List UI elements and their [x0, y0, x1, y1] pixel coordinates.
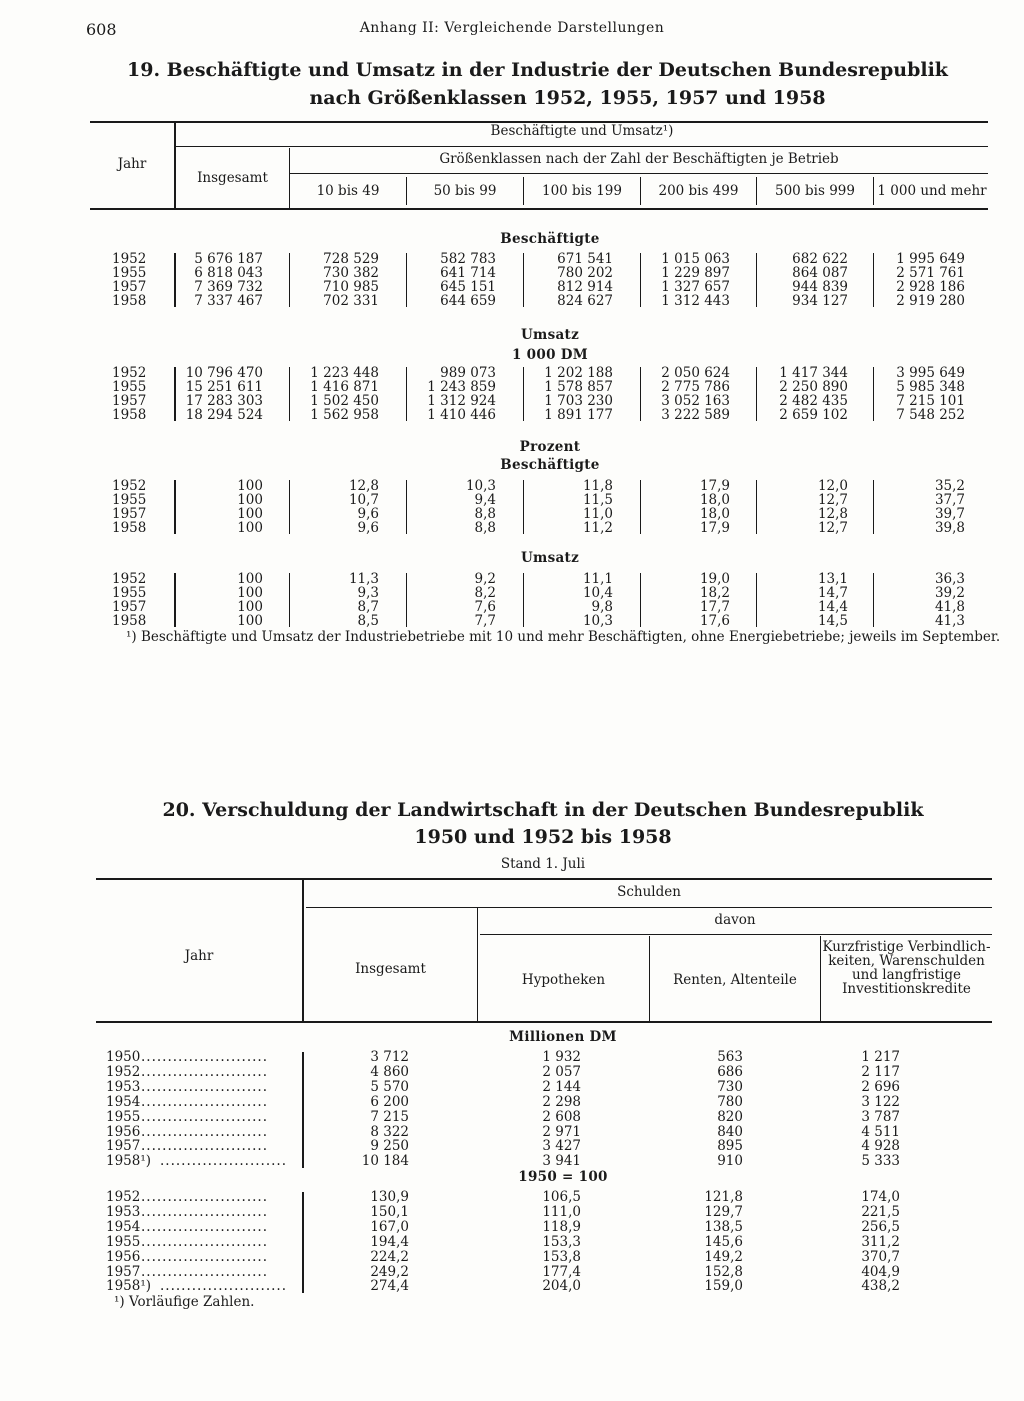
table-row	[0, 408, 1024, 422]
table20-title-line1: 20. Verschuldung der Landwirtschaft in der Deutschen Bundesrepublik	[162, 799, 924, 821]
value-cell: 13,1	[817, 571, 848, 587]
value-cell: 152,8	[704, 1264, 743, 1280]
running-header: Anhang II: Vergleichende Darstellungen	[359, 20, 665, 36]
year-cell: 1956	[106, 1249, 141, 1265]
value-cell: 671 541	[557, 251, 613, 267]
value-cell: 728 529	[323, 251, 379, 267]
value-cell: 121,8	[704, 1189, 743, 1205]
table-row	[0, 1220, 1024, 1234]
value-cell: 130,9	[370, 1189, 409, 1205]
value-cell: 9,4	[474, 492, 496, 508]
value-cell: 1 410 446	[427, 407, 496, 423]
value-cell: 1 416 871	[310, 379, 379, 395]
value-cell: 18 294 524	[185, 407, 263, 423]
value-cell: 17,9	[699, 520, 730, 536]
value-cell: 8,2	[474, 585, 496, 601]
table-row	[0, 1065, 1024, 1079]
value-cell: 645 151	[440, 279, 496, 295]
rule	[96, 1021, 992, 1023]
value-cell: 14,4	[817, 599, 848, 615]
value-cell: 39,7	[934, 506, 965, 522]
table-row	[0, 586, 1024, 600]
value-cell: 153,3	[542, 1234, 581, 1250]
year-cell: 1950	[106, 1049, 141, 1065]
value-cell: 3 712	[370, 1049, 409, 1065]
table19-title-line2: nach Größenklassen 1952, 1955, 1957 und 1958	[309, 87, 826, 109]
value-cell: 129,7	[704, 1204, 743, 1220]
leader-dots: ........................	[141, 1095, 268, 1109]
table-row	[0, 1190, 1024, 1204]
leader-dots: ........................	[160, 1279, 287, 1293]
value-cell: 10 796 470	[185, 365, 263, 381]
value-cell: 106,5	[542, 1189, 581, 1205]
value-cell: 15 251 611	[185, 379, 263, 395]
col-header-jahr: Jahr	[184, 948, 214, 964]
value-cell: 2 057	[542, 1064, 581, 1080]
value-cell: 14,7	[817, 585, 848, 601]
table-row	[0, 1205, 1024, 1219]
value-cell: 100	[237, 585, 263, 601]
year-cell: 1955	[112, 585, 147, 601]
value-cell: 18,0	[699, 506, 730, 522]
year-cell: 1952	[112, 571, 147, 587]
value-cell: 4 860	[370, 1064, 409, 1080]
value-cell: 100	[237, 478, 263, 494]
value-cell: 8,8	[474, 520, 496, 536]
value-cell: 1 202 188	[544, 365, 613, 381]
value-cell: 1 932	[542, 1049, 581, 1065]
value-cell: 1 703 230	[544, 393, 613, 409]
table19-title-line1: 19. Beschäftigte und Umsatz in der Industrie der Deutschen Bundesrepublik	[127, 59, 948, 81]
header-line: keiten, Warenschulden	[828, 953, 985, 969]
leader-dots: ........................	[141, 1139, 268, 1153]
rule	[90, 208, 988, 210]
value-cell: 9,2	[474, 571, 496, 587]
value-cell: 438,2	[861, 1278, 900, 1294]
col-header-jahr: Jahr	[117, 156, 147, 172]
value-cell: 17,9	[699, 478, 730, 494]
leader-dots: ........................	[141, 1190, 268, 1204]
leader-dots: ........................	[141, 1220, 268, 1234]
value-cell: 1 562 958	[310, 407, 379, 423]
value-cell: 1 217	[861, 1049, 900, 1065]
year-cell: 1952	[112, 251, 147, 267]
header-line: Investitionskredite	[842, 981, 971, 997]
value-cell: 3 122	[861, 1094, 900, 1110]
value-cell: 824 627	[557, 293, 613, 309]
year-cell: 1952	[106, 1064, 141, 1080]
value-cell: 11,1	[582, 571, 613, 587]
value-cell: 7 215 101	[896, 393, 965, 409]
table-row	[0, 1050, 1024, 1064]
value-cell: 17,7	[699, 599, 730, 615]
value-cell: 1 223 448	[310, 365, 379, 381]
value-cell: 2 971	[542, 1124, 581, 1140]
table-row	[0, 1265, 1024, 1279]
year-cell: 1958¹)	[106, 1153, 152, 1169]
col-header-size: 1 000 und mehr	[877, 183, 987, 199]
value-cell: 895	[717, 1138, 743, 1154]
col-header-size: 500 bis 999	[774, 183, 855, 199]
value-cell: 11,3	[348, 571, 379, 587]
year-cell: 1958	[112, 613, 147, 629]
value-cell: 641 714	[440, 265, 496, 281]
value-cell: 1 312 443	[661, 293, 730, 309]
table-row	[0, 280, 1024, 294]
rule	[176, 146, 988, 147]
value-cell: 194,4	[370, 1234, 409, 1250]
value-cell: 989 073	[440, 365, 496, 381]
value-cell: 2 117	[861, 1064, 900, 1080]
year-cell: 1955	[106, 1234, 141, 1250]
table-row	[0, 1235, 1024, 1249]
table19-footnote: ¹) Beschäftigte und Umsatz der Industriebetriebe mit 10 und mehr Beschäftigten, ohne Energiebetriebe; jeweils im September.	[126, 629, 1001, 645]
leader-dots: ........................	[141, 1265, 268, 1279]
value-cell: 167,0	[370, 1219, 409, 1235]
leader-dots: ........................	[141, 1065, 268, 1079]
header-line: Kurzfristige Verbindlich-	[822, 939, 991, 955]
value-cell: 39,2	[934, 585, 965, 601]
section-label: Prozent	[519, 439, 581, 455]
value-cell: 840	[717, 1124, 743, 1140]
value-cell: 934 127	[792, 293, 848, 309]
value-cell: 8 322	[370, 1124, 409, 1140]
year-cell: 1958	[112, 293, 147, 309]
leader-dots: ........................	[160, 1154, 287, 1168]
value-cell: 1 243 859	[427, 379, 496, 395]
header-line: und langfristige	[851, 967, 962, 983]
value-cell: 864 087	[792, 265, 848, 281]
year-cell: 1954	[106, 1219, 141, 1235]
value-cell: 256,5	[861, 1219, 900, 1235]
table-row	[0, 1279, 1024, 1293]
value-cell: 2 571 761	[896, 265, 965, 281]
year-cell: 1956	[106, 1124, 141, 1140]
value-cell: 812 914	[557, 279, 613, 295]
value-cell: 4 928	[861, 1138, 900, 1154]
value-cell: 2 696	[861, 1079, 900, 1095]
value-cell: 2 608	[542, 1109, 581, 1125]
value-cell: 12,7	[817, 492, 848, 508]
value-cell: 10,3	[582, 613, 613, 629]
value-cell: 11,8	[582, 478, 613, 494]
value-cell: 1 995 649	[896, 251, 965, 267]
value-cell: 5 333	[861, 1153, 900, 1169]
value-cell: 2 250 890	[779, 379, 848, 395]
value-cell: 944 839	[792, 279, 848, 295]
col-header-size: 100 bis 199	[541, 183, 622, 199]
value-cell: 1 015 063	[661, 251, 730, 267]
value-cell: 710 985	[323, 279, 379, 295]
value-cell: 11,5	[582, 492, 613, 508]
value-cell: 6 200	[370, 1094, 409, 1110]
year-cell: 1957	[112, 506, 147, 522]
year-cell: 1952	[106, 1189, 141, 1205]
col-header-insgesamt: Insgesamt	[355, 961, 426, 977]
table-row	[0, 479, 1024, 493]
year-cell: 1958	[112, 520, 147, 536]
value-cell: 12,0	[817, 478, 848, 494]
value-cell: 19,0	[699, 571, 730, 587]
value-cell: 37,7	[934, 492, 965, 508]
value-cell: 563	[717, 1049, 743, 1065]
value-cell: 9 250	[370, 1138, 409, 1154]
section-label: Beschäftigte	[500, 457, 600, 473]
table-row	[0, 1095, 1024, 1109]
col-header-renten: Renten, Altenteile	[673, 972, 797, 988]
value-cell: 11,2	[582, 520, 613, 536]
value-cell: 5 985 348	[896, 379, 965, 395]
col-header-top: Beschäftigte und Umsatz¹)	[490, 123, 674, 139]
section-label: Umsatz	[520, 550, 580, 566]
value-cell: 7,6	[474, 599, 496, 615]
leader-dots: ........................	[141, 1125, 268, 1139]
year-cell: 1952	[112, 365, 147, 381]
value-cell: 100	[237, 599, 263, 615]
value-cell: 3 941	[542, 1153, 581, 1169]
table20-title-line2: 1950 und 1952 bis 1958	[414, 826, 672, 848]
value-cell: 111,0	[542, 1204, 581, 1220]
value-cell: 9,6	[357, 520, 379, 536]
table-row	[0, 614, 1024, 628]
leader-dots: ........................	[141, 1235, 268, 1249]
table-row	[0, 394, 1024, 408]
leader-dots: ........................	[141, 1205, 268, 1219]
value-cell: 10,3	[465, 478, 496, 494]
year-cell: 1958	[112, 407, 147, 423]
value-cell: 12,8	[817, 506, 848, 522]
year-cell: 1957	[112, 599, 147, 615]
year-cell: 1954	[106, 1094, 141, 1110]
year-cell: 1955	[112, 265, 147, 281]
value-cell: 2 482 435	[779, 393, 848, 409]
value-cell: 2 919 280	[896, 293, 965, 309]
col-header-kurzfristige	[821, 940, 992, 996]
year-cell: 1952	[112, 478, 147, 494]
value-cell: 686	[717, 1064, 743, 1080]
section-label: 1950 = 100	[518, 1169, 608, 1185]
rule	[302, 880, 304, 1021]
value-cell: 5 676 187	[194, 251, 263, 267]
year-cell: 1955	[112, 379, 147, 395]
value-cell: 100	[237, 506, 263, 522]
value-cell: 17,6	[699, 613, 730, 629]
value-cell: 2 144	[542, 1079, 581, 1095]
year-cell: 1958¹)	[106, 1278, 152, 1294]
value-cell: 8,7	[357, 599, 379, 615]
value-cell: 1 229 897	[661, 265, 730, 281]
value-cell: 682 622	[792, 251, 848, 267]
value-cell: 249,2	[370, 1264, 409, 1280]
value-cell: 10,7	[348, 492, 379, 508]
value-cell: 2 659 102	[779, 407, 848, 423]
table-row	[0, 252, 1024, 266]
table-row	[0, 1154, 1024, 1168]
table-row	[0, 1139, 1024, 1153]
year-cell: 1957	[106, 1138, 141, 1154]
value-cell: 404,9	[861, 1264, 900, 1280]
table-row	[0, 366, 1024, 380]
value-cell: 274,4	[370, 1278, 409, 1294]
value-cell: 177,4	[542, 1264, 581, 1280]
value-cell: 138,5	[704, 1219, 743, 1235]
year-cell: 1953	[106, 1079, 141, 1095]
value-cell: 10,4	[582, 585, 613, 601]
table-row	[0, 521, 1024, 535]
value-cell: 12,7	[817, 520, 848, 536]
value-cell: 11,0	[582, 506, 613, 522]
value-cell: 100	[237, 571, 263, 587]
value-cell: 644 659	[440, 293, 496, 309]
table-row	[0, 1125, 1024, 1139]
year-cell: 1955	[112, 492, 147, 508]
year-cell: 1955	[106, 1109, 141, 1125]
value-cell: 2 775 786	[661, 379, 730, 395]
value-cell: 820	[717, 1109, 743, 1125]
value-cell: 1 417 344	[779, 365, 848, 381]
value-cell: 3 427	[542, 1138, 581, 1154]
value-cell: 1 502 450	[310, 393, 379, 409]
value-cell: 100	[237, 613, 263, 629]
table-row	[0, 507, 1024, 521]
page-number: 608	[86, 20, 117, 39]
value-cell: 145,6	[704, 1234, 743, 1250]
value-cell: 41,3	[934, 613, 965, 629]
table-row	[0, 493, 1024, 507]
table-row	[0, 1250, 1024, 1264]
value-cell: 2 298	[542, 1094, 581, 1110]
value-cell: 702 331	[323, 293, 379, 309]
value-cell: 730 382	[323, 265, 379, 281]
year-cell: 1957	[112, 279, 147, 295]
value-cell: 582 783	[440, 251, 496, 267]
value-cell: 9,6	[357, 506, 379, 522]
value-cell: 7 369 732	[194, 279, 263, 295]
value-cell: 3 052 163	[661, 393, 730, 409]
table-row	[0, 600, 1024, 614]
value-cell: 3 222 589	[661, 407, 730, 423]
table-row	[0, 572, 1024, 586]
value-cell: 35,2	[934, 478, 965, 494]
value-cell: 1 891 177	[544, 407, 613, 423]
value-cell: 39,8	[934, 520, 965, 536]
value-cell: 36,3	[934, 571, 965, 587]
col-header-size: 200 bis 499	[658, 183, 739, 199]
value-cell: 100	[237, 492, 263, 508]
value-cell: 7 215	[370, 1109, 409, 1125]
rule	[290, 173, 988, 174]
value-cell: 9,8	[591, 599, 613, 615]
value-cell: 780	[717, 1094, 743, 1110]
rule	[96, 878, 992, 880]
value-cell: 174,0	[861, 1189, 900, 1205]
value-cell: 311,2	[861, 1234, 900, 1250]
col-header-size: 50 bis 99	[433, 183, 497, 199]
table-row	[0, 380, 1024, 394]
leader-dots: ........................	[141, 1110, 268, 1124]
leader-dots: ........................	[141, 1050, 268, 1064]
value-cell: 7 337 467	[194, 293, 263, 309]
col-header-hypotheken: Hypotheken	[521, 972, 606, 988]
year-cell: 1957	[106, 1264, 141, 1280]
value-cell: 8,5	[357, 613, 379, 629]
value-cell: 8,8	[474, 506, 496, 522]
value-cell: 17 283 303	[185, 393, 263, 409]
value-cell: 12,8	[348, 478, 379, 494]
value-cell: 41,8	[934, 599, 965, 615]
value-cell: 204,0	[542, 1278, 581, 1294]
value-cell: 6 818 043	[194, 265, 263, 281]
table-row	[0, 266, 1024, 280]
col-header-schulden: Schulden	[617, 884, 681, 900]
value-cell: 910	[717, 1153, 743, 1169]
value-cell: 3 787	[861, 1109, 900, 1125]
value-cell: 224,2	[370, 1249, 409, 1265]
rule	[480, 934, 992, 935]
rule	[306, 907, 992, 908]
table-row	[0, 1110, 1024, 1124]
col-header-davon: davon	[714, 912, 756, 928]
value-cell: 7,7	[474, 613, 496, 629]
table20-subtitle: Stand 1. Juli	[500, 856, 586, 872]
section-label: Millionen DM	[509, 1029, 617, 1045]
value-cell: 3 995 649	[896, 365, 965, 381]
value-cell: 10 184	[361, 1153, 409, 1169]
value-cell: 221,5	[861, 1204, 900, 1220]
section-label: 1 000 DM	[511, 347, 589, 363]
table-row	[0, 1080, 1024, 1094]
value-cell: 14,5	[817, 613, 848, 629]
col-header-insgesamt: Insgesamt	[197, 170, 268, 186]
value-cell: 2 928 186	[896, 279, 965, 295]
value-cell: 18,0	[699, 492, 730, 508]
section-label: Beschäftigte	[500, 231, 600, 247]
leader-dots: ........................	[141, 1080, 268, 1094]
value-cell: 18,2	[699, 585, 730, 601]
col-header-size: 10 bis 49	[316, 183, 380, 199]
value-cell: 118,9	[542, 1219, 581, 1235]
col-header-groups: Größenklassen nach der Zahl der Beschäftigten je Betrieb	[439, 151, 839, 167]
table20-footnote: ¹) Vorläufige Zahlen.	[114, 1294, 255, 1310]
value-cell: 7 548 252	[896, 407, 965, 423]
value-cell: 159,0	[704, 1278, 743, 1294]
value-cell: 149,2	[704, 1249, 743, 1265]
value-cell: 780 202	[557, 265, 613, 281]
table-row	[0, 294, 1024, 308]
value-cell: 370,7	[861, 1249, 900, 1265]
value-cell: 153,8	[542, 1249, 581, 1265]
leader-dots: ........................	[141, 1250, 268, 1264]
value-cell: 1 578 857	[544, 379, 613, 395]
value-cell: 5 570	[370, 1079, 409, 1095]
value-cell: 1 312 924	[427, 393, 496, 409]
value-cell: 150,1	[370, 1204, 409, 1220]
value-cell: 730	[717, 1079, 743, 1095]
value-cell: 9,3	[357, 585, 379, 601]
year-cell: 1957	[112, 393, 147, 409]
value-cell: 4 511	[861, 1124, 900, 1140]
value-cell: 2 050 624	[661, 365, 730, 381]
value-cell: 1 327 657	[661, 279, 730, 295]
year-cell: 1953	[106, 1204, 141, 1220]
value-cell: 100	[237, 520, 263, 536]
section-label: Umsatz	[520, 327, 580, 343]
